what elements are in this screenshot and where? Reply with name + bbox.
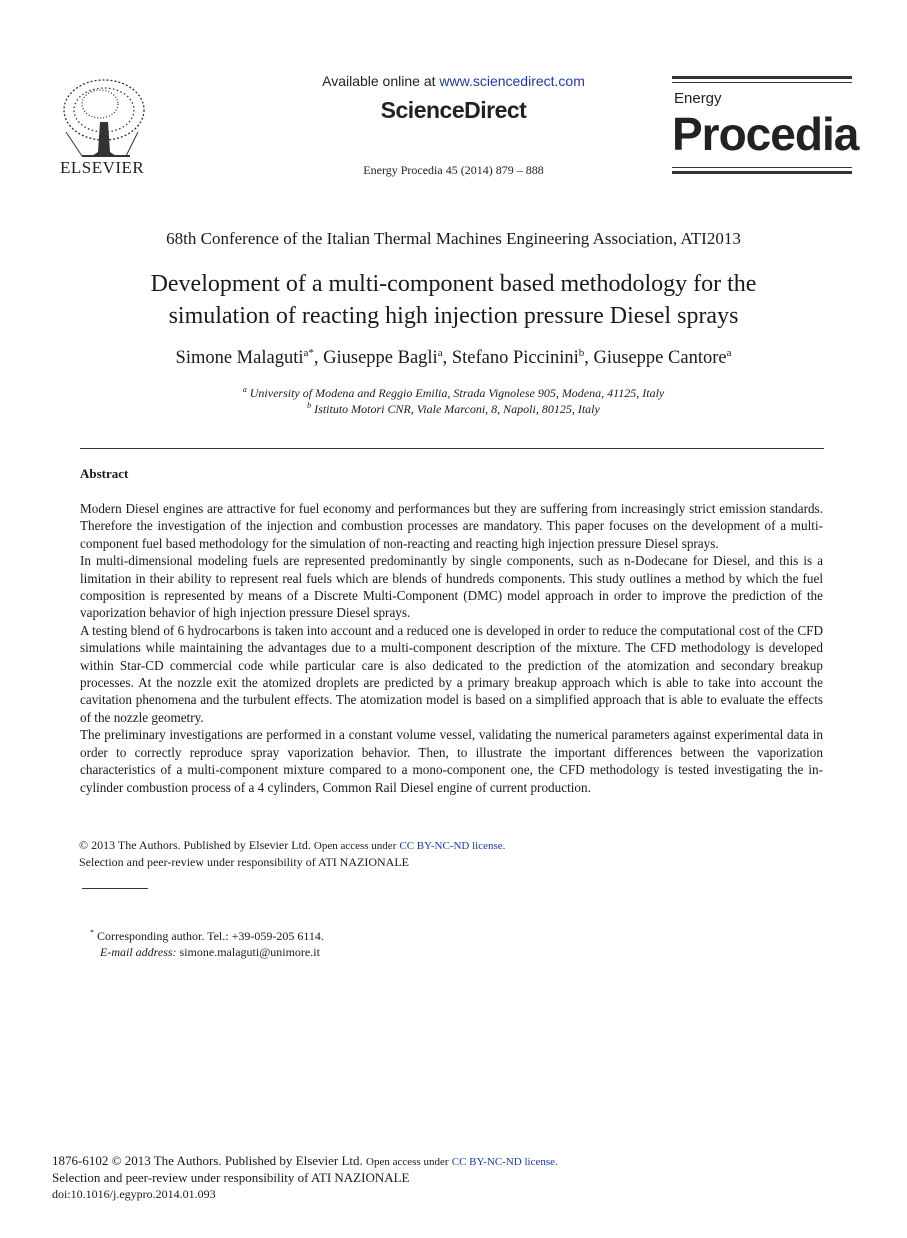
abstract-paragraph: A testing blend of 6 hydrocarbons is taken into account and a reduced one is developed in order to reduce the computational cost of the CFD simulations while maintaining the advantages due to a multi-component description of the mixture. The CFD methodology is developed within Star-CD commercial code while particular care is also dedicated to the prediction of the atomization and secondary breakup processes. At the nozzle exit the atomized droplets are predicted by a primary breakup approach which is able to take into account the cavitation phenomena and the turbulent effects. The atomization model is based on a simplified approach that is able to evaluate the effects of the nozzle geometry.: [80, 622, 823, 725]
open-access-text: Open access under: [313, 840, 397, 852]
author-list: [0, 348, 907, 369]
abstract-heading: Abstract: [80, 466, 129, 481]
affiliation-text: Istituto Motori CNR, Viale Marconi, 8, Napoli, 80125, Italy: [314, 402, 600, 416]
logo-rule-top: [672, 76, 852, 79]
author-name: Stefano Piccinini: [451, 348, 579, 368]
affiliation-label: b: [307, 401, 312, 410]
author-name: Giuseppe Cantore: [593, 348, 727, 368]
author-affiliation-mark: a: [726, 347, 732, 359]
email-label: E-mail address:: [100, 945, 177, 959]
corresponding-author-footnote: [90, 929, 324, 944]
author-separator: ,: [584, 348, 594, 368]
peer-review-line-bottom: Selection and peer-review under responsibility of ATI NAZIONALE: [52, 1170, 410, 1185]
abstract-body: [80, 500, 823, 796]
license-link[interactable]: CC BY-NC-ND license.: [399, 840, 506, 852]
sciencedirect-link[interactable]: www.sciencedirect.com: [439, 73, 585, 89]
journal-reference: Energy Procedia 45 (2014) 879 – 888: [363, 163, 544, 177]
author-name: Simone Malaguti: [175, 348, 304, 368]
doi-line[interactable]: doi:10.1016/j.egypro.2014.01.093: [52, 1187, 216, 1201]
license-link[interactable]: CC BY-NC-ND license.: [451, 1156, 558, 1168]
copyright-text: © 2013 The Authors. Published by Elsevier Ltd.: [79, 838, 311, 852]
author-separator: ,: [442, 348, 452, 368]
corresponding-author-text: Corresponding author. Tel.: +39-059-205 6114.: [97, 929, 324, 943]
peer-review-line: Selection and peer-review under responsibility of ATI NAZIONALE: [79, 855, 409, 869]
footnote-marker: *: [90, 928, 94, 937]
open-access-text: Open access under: [366, 1156, 449, 1168]
publisher-name: ELSEVIER: [60, 158, 145, 177]
issn-copyright-line: [52, 1153, 558, 1169]
author-affiliation-mark: a: [437, 347, 443, 359]
footnote-divider: [82, 888, 148, 889]
issn-copyright-text: 1876-6102 © 2013 The Authors. Published by Elsevier Ltd.: [52, 1153, 363, 1168]
logo-energy-text: Energy: [674, 90, 722, 107]
available-prefix: Available online at: [322, 73, 440, 89]
logo-procedia-text: Procedia: [672, 108, 859, 160]
affiliation-label: a: [242, 385, 247, 394]
affiliation-text: University of Modena and Reggio Emilia, Strada Vignolese 905, Modena, 41125, Italy: [249, 386, 665, 400]
affiliation-b: [0, 402, 907, 417]
sciencedirect-brand: ScienceDirect: [380, 97, 527, 123]
logo-rule-bottom-thin: [672, 167, 852, 168]
paper-title-line-2: simulation of reacting high injection pressure Diesel sprays: [168, 303, 739, 329]
author-affiliation-mark: b: [578, 347, 585, 359]
logo-rule-bottom: [672, 171, 852, 174]
affiliation-a: [0, 386, 907, 401]
abstract-paragraph: In multi-dimensional modeling fuels are represented predominantly by single components, such as n-Dodecane for Diesel, and this is a limitation in their ability to represent real fuels which are blends of hundreds components. This study outlines a method by which the fuel composition is represented by means of a Discrete Multi-Component (DMC) model approach in order to improve the prediction of the vaporization behavior of high injection pressure Diesel sprays.: [80, 553, 823, 621]
paper-title: [80, 268, 827, 332]
header-divider: [80, 448, 824, 449]
conference-name: 68th Conference of the Italian Thermal Machines Engineering Association, ATI2013: [166, 229, 741, 248]
abstract-paragraph: Modern Diesel engines are attractive for fuel economy and performances but they are suffering from increasingly strict emission standards. Therefore the investigation of the injection and combustion processes are mandatory. This paper focuses on the development of a multi-component fuel based methodology for the simulation of non-reacting and reacting high injection pressure Diesel sprays.: [80, 501, 823, 551]
copyright-line: [79, 838, 505, 853]
email-address[interactable]: simone.malaguti@unimore.it: [179, 945, 320, 959]
email-footnote: [100, 945, 320, 960]
logo-rule-top-thin: [672, 82, 852, 83]
abstract-paragraph: The preliminary investigations are performed in a constant volume vessel, validating the numerical parameters against experimental data in order to correctly reproduce spray vaporization behavior. Then, to illustrate the important differences between the vaporization characteristics of a multi-component mixture compared to a mono-component one, the CFD methodology is tested investigating the in-cylinder combustion process of a 4 cylinders, Common Rail Diesel engine of current production.: [80, 727, 823, 795]
paper-title-line-1: Development of a multi-component based methodology for the: [150, 271, 757, 297]
energy-procedia-logo: [672, 76, 859, 176]
author-separator: ,: [313, 348, 324, 368]
author-affiliation-mark: a*: [303, 347, 314, 359]
author-name: Giuseppe Bagli: [323, 348, 438, 368]
